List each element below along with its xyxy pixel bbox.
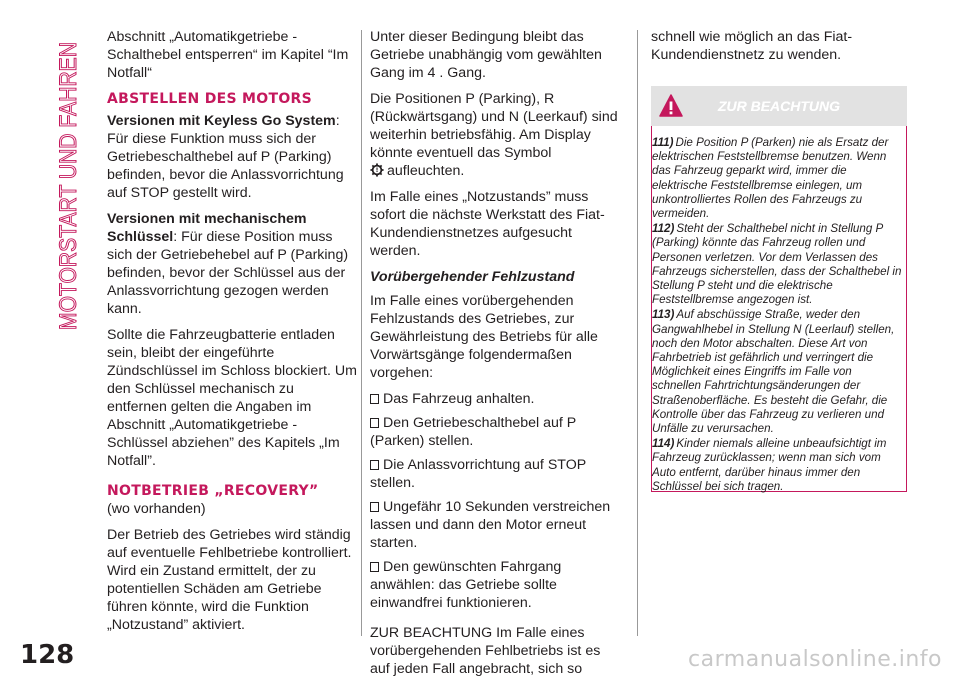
positions-paragraph [370, 90, 622, 180]
intro-text: Abschnitt „Automatikgetriebe - Schalthebel entsperren“ im Kapitel “Im Notfall“ [107, 29, 349, 81]
heading-abstellen: ABSTELLEN DES MOTORS [107, 91, 312, 107]
gear-condition-paragraph: Unter dieser Bedingung bleibt das Getriebe unabhängig vom gewählten Gang im 4 . Gang. [370, 29, 602, 81]
step-text: Den gewünschten Fahrgang anwählen: das Getriebe sollte einwandfrei funktionieren. [370, 559, 562, 611]
list-item [370, 390, 622, 408]
step-text: Das Fahrzeug anhalten. [383, 391, 535, 407]
column-3 [651, 28, 907, 492]
availability-note: (wo vorhanden) [107, 501, 206, 517]
warning-note [652, 437, 902, 494]
step-text: Die Anlassvorrichtung auf STOP stellen. [370, 457, 586, 491]
step-text: Den Getriebeschalthebel auf P (Parken) stellen. [370, 415, 576, 449]
service-paragraph: schnell wie möglich an das Fiat-Kundendienstnetz zu wenden. [651, 29, 853, 63]
warning-note [652, 136, 902, 221]
checkbox-bullet-icon [370, 502, 379, 512]
step-text: Ungefähr 10 Sekunden verstreichen lassen und dann den Motor erneut starten. [370, 499, 611, 551]
note-text: Die Position P (Parken) nie als Ersatz der elektrischen Feststellbremse benutzen. Wenn das Fahrzeug geparkt wird, immer die elektrische Feststellbremse einlegen, um unkontrolliertes Rollen des Fahrzeugs zu vermeiden. [652, 136, 889, 221]
note-number: 113) [652, 308, 675, 322]
note-text: Kinder niemals alleine unbeaufsichtigt im Fahrzeug zurücklassen; wenn man sich vom Auto entfernt, darüber hinaus immer den Schlüssel bei sich tragen. [652, 437, 887, 493]
note-number: 114) [652, 437, 675, 451]
checkbox-bullet-icon [370, 418, 379, 428]
note-text: Steht der Schalthebel nicht in Stellung P (Parking) könnte das Fahrzeug rollen und Personen verletzen. Vor dem Verlassen des Fahrzeugs sicherstellen, dass der Schalthebel in Stellung P steht und die elektrische Feststellbremse angezogen ist. [652, 222, 902, 307]
note-number: 111) [652, 136, 674, 149]
page-number: 128 [20, 640, 75, 670]
list-item [370, 414, 622, 450]
note-paragraph: ZUR BEACHTUNG Im Falle eines vorübergehenden Fehlbetriebs ist es auf jeden Fall angebracht, sich so [370, 625, 601, 677]
heading-temporary-fault: Vorübergehender Fehlzustand [370, 269, 575, 285]
section-side-title [52, 40, 82, 330]
warning-note [652, 308, 902, 436]
svg-text:!: ! [375, 167, 379, 175]
keyless-text: : Für diese Funktion muss sich der Getriebeschalthebel auf P (Parking) befinden, bevor die Anlassvorrichtung auf STOP gestellt wird. [107, 113, 344, 201]
list-item [370, 456, 622, 492]
operation-paragraph: Der Betrieb des Getriebes wird ständig auf eventuelle Fehlbetriebe kontrolliert. Wird ein Zustand ermittelt, der zu potentiellen Schäden am Getriebe führen könnte, wird die Funktion „Notzustand” aktiviert. [107, 527, 352, 633]
warning-box [651, 126, 907, 492]
mechanical-key-text: : Für diese Position muss sich der Getriebehebel auf P (Parking) befinden, bevor der Schlüssel aus der Anlassvorrichtung gezogen werden kann. [107, 229, 349, 317]
keyless-label: Versionen mit Keyless Go System [107, 113, 336, 129]
column-divider [361, 30, 362, 636]
list-item [370, 498, 622, 552]
warning-triangle-icon [659, 94, 683, 118]
mechanical-key-paragraph [107, 210, 357, 318]
battery-paragraph: Sollte die Fahrzeugbatterie entladen sein, bleibt der eingeführte Zündschlüssel im Schloss blockiert. Um den Schlüssel mechanisch zu entfernen gelten die Angaben im Abschnitt „Automatikgetriebe - Schlüssel abziehen” des Kapitels „Im Notfall”. [107, 327, 357, 469]
warning-note [652, 222, 902, 307]
note-number: 112) [652, 222, 675, 236]
heading-notbetrieb: NOTBETRIEB „RECOVERY” [107, 483, 319, 499]
gear-warning-icon [370, 163, 384, 177]
note-text: Auf abschüssige Straße, weder den Gangwahlhebel in Stellung N (Leerlauf) stellen, noch den Motor abschalten. Diese Art von Fahrbetrieb ist gefährlich und verringert die Möglichkeit eines Eingriffs im Falle von schnellen Fahrtrichtungsänderungen der Straßenoberfläche. Es besteht die Gefahr, die Kontrolle über das Fahrzeug zu verlieren und Unfälle zu verursachen. [652, 308, 895, 436]
checkbox-bullet-icon [370, 562, 379, 572]
temporary-fault-paragraph: Im Falle eines vorübergehenden Fehlzustands des Getriebes, zur Gewährleistung des Betriebs für alle Vorwärtsgänge folgendermaßen vorgehen: [370, 293, 598, 381]
checkbox-bullet-icon [370, 394, 379, 404]
keyless-paragraph [107, 112, 357, 202]
positions-tail: aufleuchten. [387, 163, 465, 179]
emergency-paragraph: Im Falle eines „Notzustands” muss sofort die nächste Werkstatt des Fiat-Kundendienstnetzes aufgesucht werden. [370, 189, 605, 259]
column-divider [637, 30, 638, 636]
column-2 [370, 28, 622, 686]
watermark: carmanualsonline.info [688, 647, 942, 672]
checkbox-bullet-icon [370, 460, 379, 470]
positions-text: Die Positionen P (Parking), R (Rückwärtsgang) und N (Leerkauf) sind weiterhin betriebsfähig. Am Display könnte eventuell das Symbol [370, 91, 618, 161]
column-1 [107, 28, 357, 642]
mechanical-key-label: Versionen mit mechanischem Schlüssel [107, 211, 307, 245]
warning-title: ZUR BEACHTUNG [717, 98, 841, 114]
list-item [370, 558, 622, 612]
side-title-text: MOTORSTART UND FAHREN [55, 40, 82, 330]
warning-header [651, 86, 907, 126]
